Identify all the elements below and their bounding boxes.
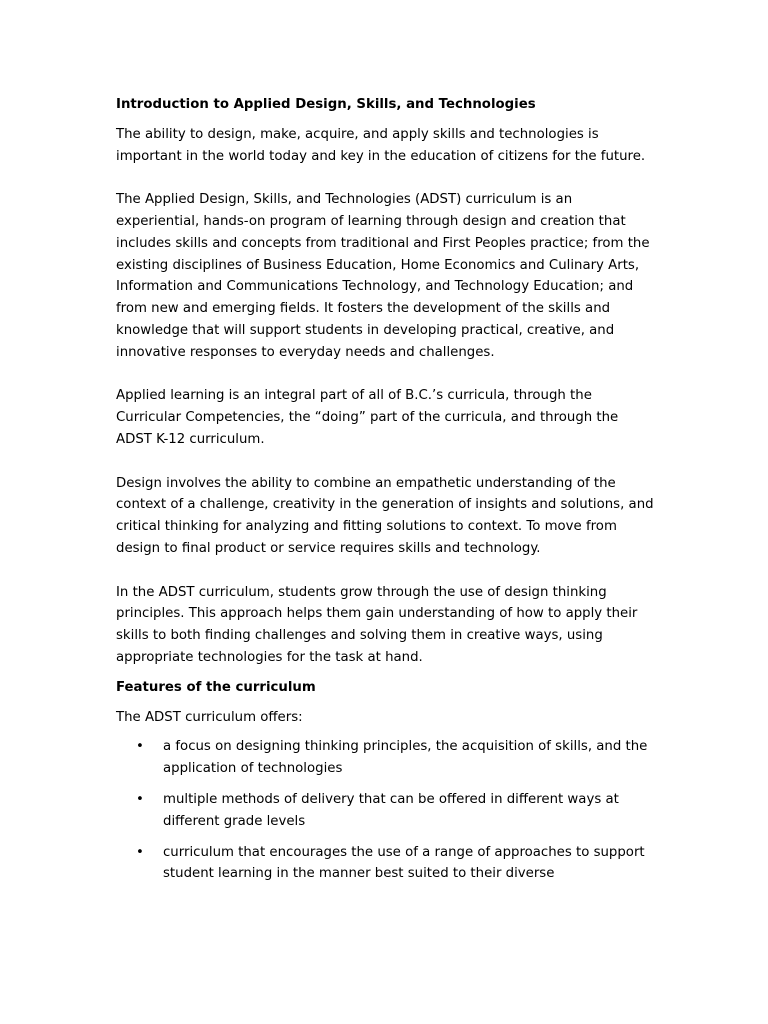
list-item	[116, 736, 656, 780]
paragraph-1: The ability to design, make, acquire, and apply skills and technologies is important in the world today and key in the education of citizens for the future.	[116, 126, 646, 164]
list-item	[116, 842, 656, 886]
paragraph-4: Design involves the ability to combine an empathetic understanding of the context of a challenge, creativity in the generation of insights and solutions, and critical thinking for analyzing and fitting solutions to context. To move from design to final product or service requires skills and technology.	[116, 475, 654, 556]
features-list	[116, 736, 656, 885]
list-item-text: curriculum that encourages the use of a range of approaches to support student learning in the manner best suited to their diverse	[163, 844, 645, 882]
bullet-icon: •	[136, 791, 144, 807]
bullet-icon: •	[136, 739, 144, 755]
features-intro: The ADST curriculum offers:	[116, 709, 303, 725]
paragraph-2: The Applied Design, Skills, and Technologies (ADST) curriculum is an experiential, hands-on program of learning through design and creation that includes skills and concepts from traditional and First Peoples practice; from the existing disciplines of Business Education, Home Economics and Culinary Arts, Information and Communications Technology, and Technology Education; and from new and emerging fields. It fosters the development of the skills and knowledge that will support students in developing practical, creative, and innovative responses to everyday needs and challenges.	[116, 192, 650, 360]
bullet-icon: •	[136, 844, 144, 860]
document-page	[116, 94, 656, 894]
list-item-text: a focus on designing thinking principles, the acquisition of skills, and the application of technologies	[163, 739, 648, 777]
features-heading: Features of the curriculum	[116, 679, 316, 695]
paragraph-3: Applied learning is an integral part of all of B.C.’s curricula, through the Curricular Competencies, the “doing” part of the curricula, and through the ADST K-12 curriculum.	[116, 388, 619, 447]
list-item	[116, 789, 656, 833]
paragraph-5: In the ADST curriculum, students grow through the use of design thinking principles. This approach helps them gain understanding of how to apply their skills to both finding challenges and solving them in creative ways, using appropriate technologies for the task at hand.	[116, 584, 638, 665]
list-item-text: multiple methods of delivery that can be offered in different ways at different grade levels	[163, 791, 619, 829]
document-title: Introduction to Applied Design, Skills, and Technologies	[116, 97, 536, 112]
